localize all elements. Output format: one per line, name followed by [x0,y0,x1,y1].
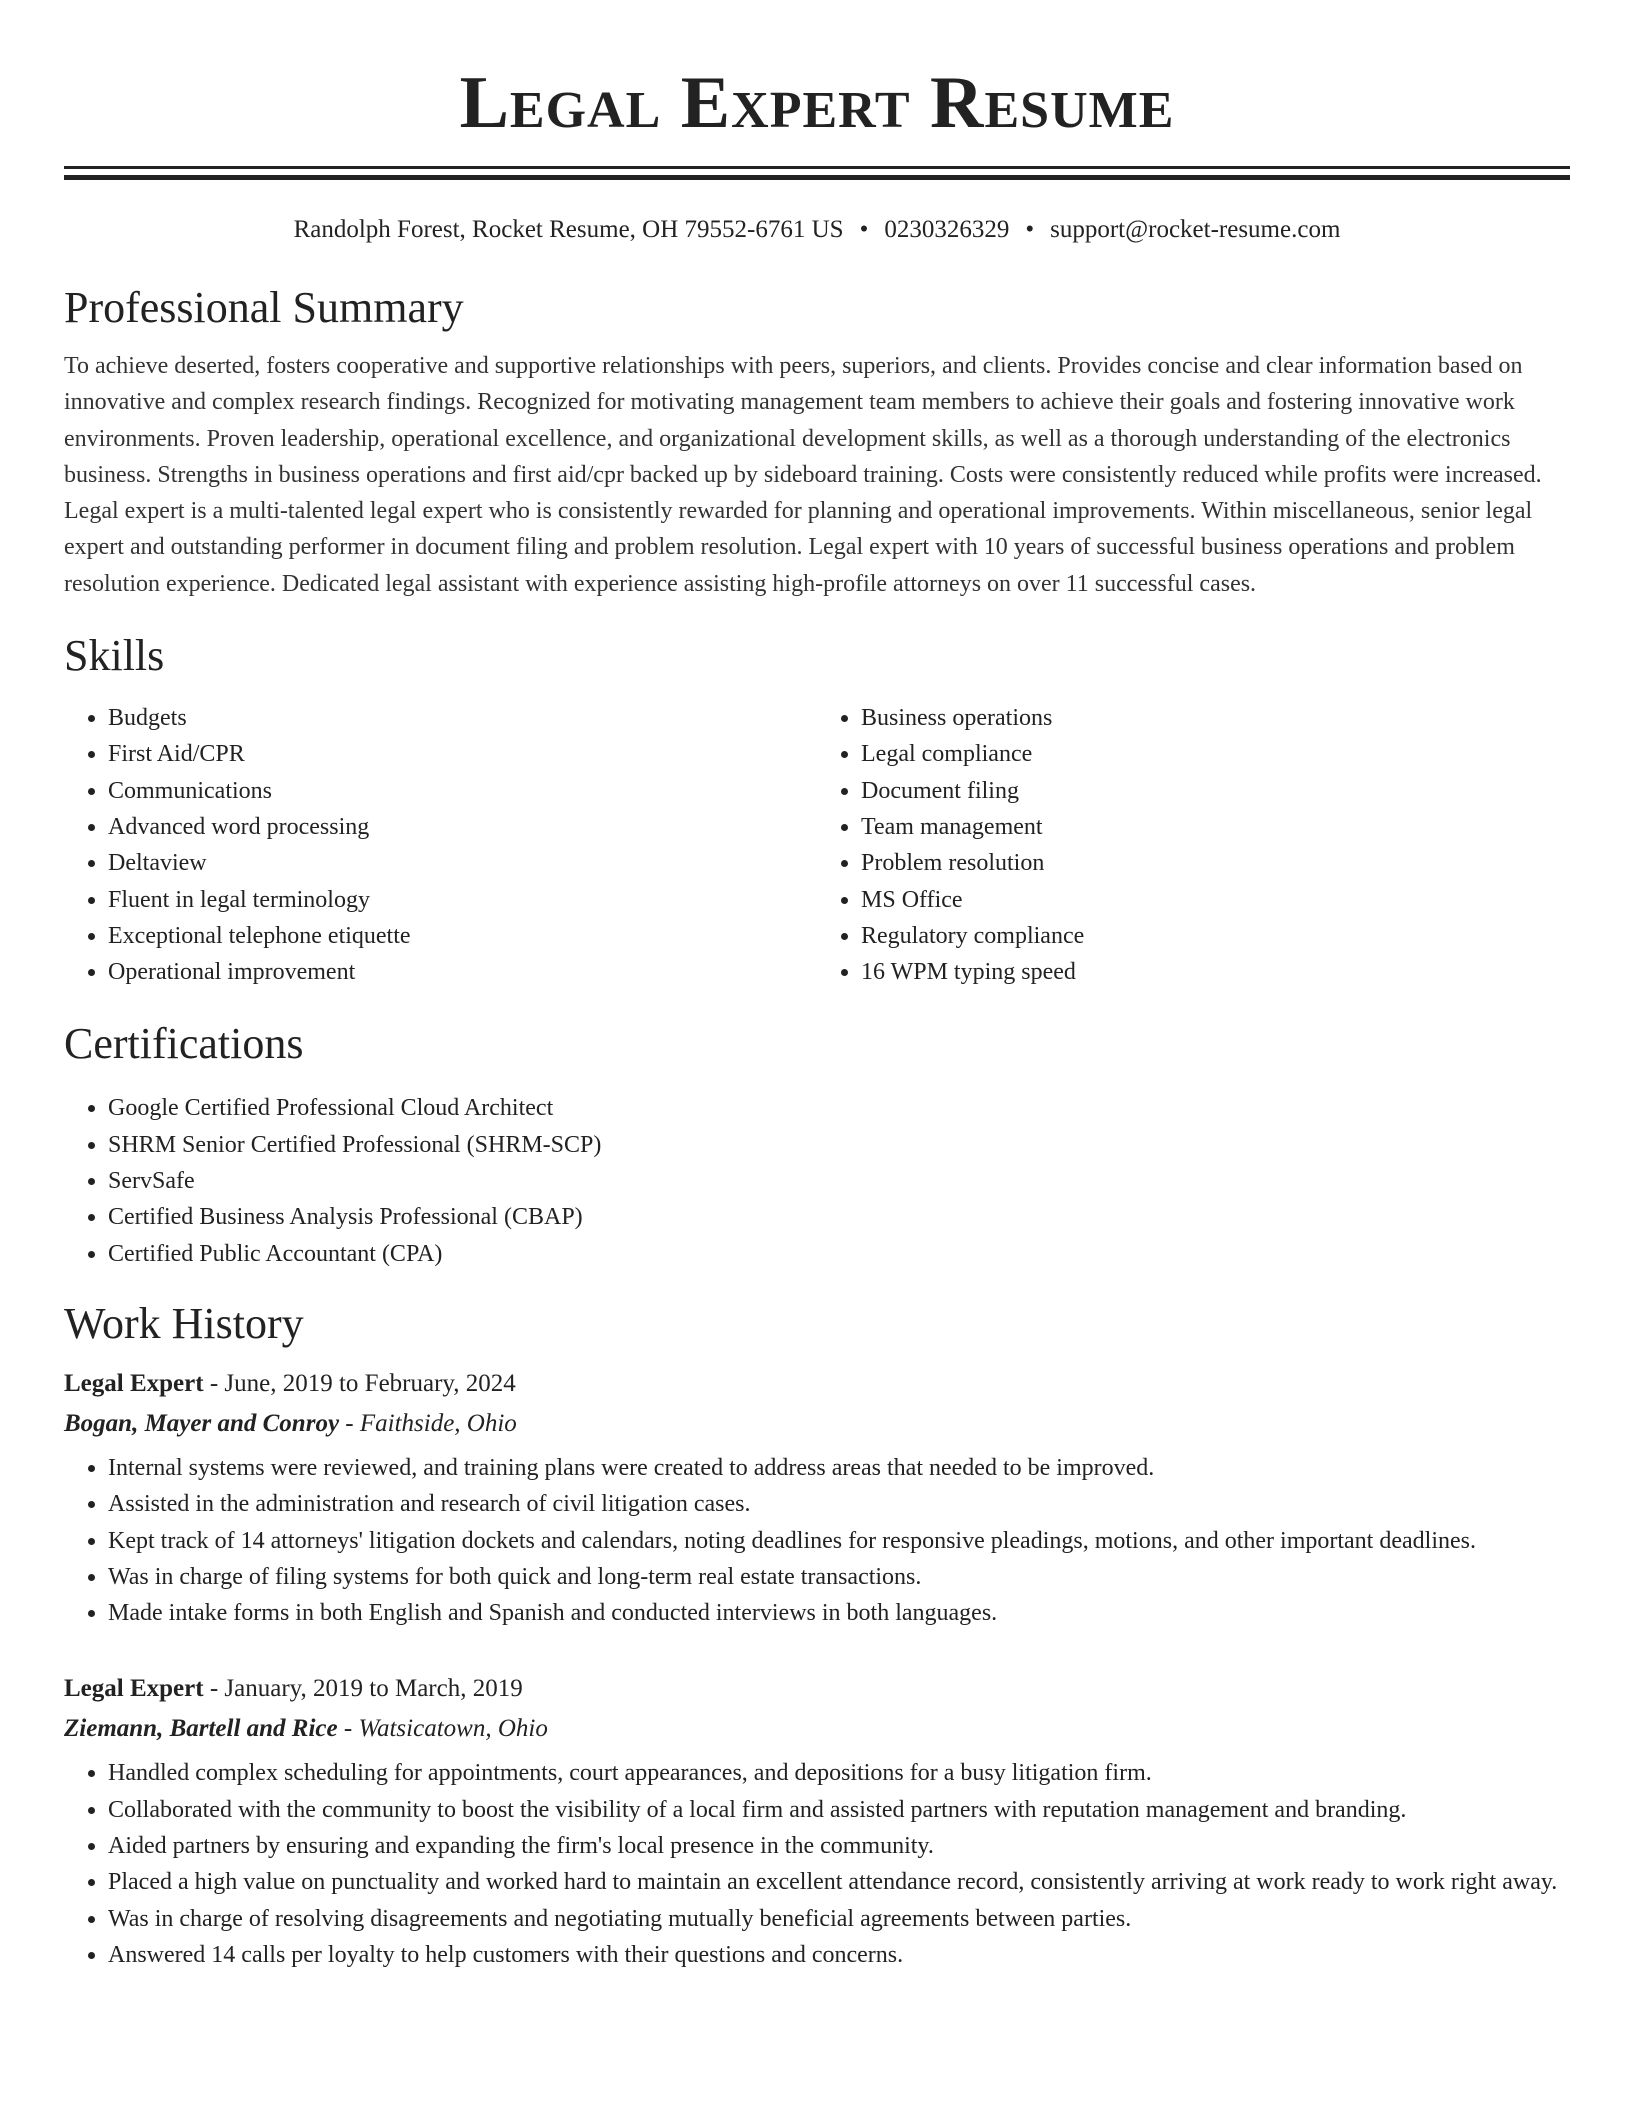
skills-list-right [817,700,1570,990]
skill-item: • Operational improvement [108,954,817,990]
job-location: - Faithside, Ohio [345,1409,517,1437]
job-duties-list [64,1755,1570,1973]
title-rule-bottom [64,175,1570,180]
job-title: Legal Expert [64,1675,204,1703]
job-duties-list [64,1450,1570,1631]
certification-item: • ServSafe [108,1163,1570,1199]
job-company: Ziemann, Bartell and Rice [64,1715,338,1743]
title-rule-top [64,166,1570,169]
job-duty-item: • Was in charge of resolving disagreements and negotiating mutually beneficial agreements between parties. [108,1901,1570,1937]
contact-separator: • [1025,216,1035,243]
contact-address: Randolph Forest, Rocket Resume, OH 79552-6761 US [293,216,844,243]
job-duty-item: • Internal systems were reviewed, and training plans were created to address areas that needed to be improved. [108,1450,1570,1486]
job-duty-item: • Placed a high value on punctuality and worked hard to maintain an excellent attendance record, consistently arriving at work ready to work right away. [108,1864,1570,1900]
job-duty-item: • Assisted in the administration and research of civil litigation cases. [108,1486,1570,1522]
certification-item: • Certified Public Accountant (CPA) [108,1236,1570,1272]
skill-item: • Document filing [861,773,1570,809]
skill-item: • Regulatory compliance [861,918,1570,954]
contact-email: support@rocket-resume.com [1050,216,1341,243]
skill-item: • Deltaview [108,845,817,881]
certification-item: • SHRM Senior Certified Professional (SHRM-SCP) [108,1127,1570,1163]
job-company: Bogan, Mayer and Conroy [64,1409,340,1437]
job-title-line [64,1669,1570,1709]
skills-columns [64,700,1570,990]
job-title-line [64,1364,1570,1404]
contact-line [64,214,1570,246]
job-entry [64,1364,1570,1631]
contact-separator: • [859,216,869,243]
skill-item: • Budgets [108,700,817,736]
job-entry [64,1669,1570,1973]
skill-item: • Advanced word processing [108,809,817,845]
job-duty-item: • Was in charge of filing systems for both quick and long-term real estate transactions. [108,1559,1570,1595]
job-duty-item: • Made intake forms in both English and Spanish and conducted interviews in both languages. [108,1595,1570,1631]
summary-heading: Professional Summary [64,283,464,332]
job-duty-item: • Collaborated with the community to boost the visibility of a local firm and assisted partners with reputation management and branding. [108,1792,1570,1828]
skill-item: • Communications [108,773,817,809]
skill-item: • Legal compliance [861,736,1570,772]
certification-item: • Certified Business Analysis Professional (CBAP) [108,1199,1570,1235]
contact-phone: 0230326329 [884,216,1010,243]
skill-item: • Team management [861,809,1570,845]
skill-item: • First Aid/CPR [108,736,817,772]
certifications-heading: Certifications [64,1019,304,1069]
summary-text: To achieve deserted, fosters cooperative and supportive relationships with peers, superiors, and clients. Provides concise and clear information based on innovative and complex research findings. Recognized for motivating management team members to achieve their goals and fostering innovative work environments. Proven leadership, operational excellence, and organizational development skills, as well as a thorough understanding of the electronics business. Strengths in business operations and first aid/cpr backed up by sideboard training. Costs were consistently reduced while profits were increased. Legal expert is a multi-talented legal expert who is consistently rewarded for planning and operational improvements. Within miscellaneous, senior legal expert and outstanding performer in document filing and problem resolution. Legal expert with 10 years of successful business operations and problem resolution experience. Dedicated legal assistant with experience assisting high-profile attorneys on over 11 successful cases. [64,353,1542,597]
job-company-line [64,1709,1570,1749]
skill-item: • Exceptional telephone etiquette [108,918,817,954]
job-dates: - June, 2019 to February, 2024 [209,1369,516,1397]
job-title: Legal Expert [64,1369,204,1397]
skill-item: • Business operations [861,700,1570,736]
skills-heading: Skills [64,631,165,681]
job-duty-item: • Aided partners by ensuring and expanding the firm's local presence in the community. [108,1828,1570,1864]
job-company-line [64,1404,1570,1444]
certification-item: • Google Certified Professional Cloud Architect [108,1090,1570,1126]
skill-item: • Problem resolution [861,845,1570,881]
skill-item: • Fluent in legal terminology [108,882,817,918]
job-duty-item: • Answered 14 calls per loyalty to help customers with their questions and concerns. [108,1937,1570,1973]
work-history-heading: Work History [64,1298,304,1348]
job-dates: - January, 2019 to March, 2019 [209,1675,523,1703]
job-location: - Watsicatown, Ohio [343,1715,548,1743]
page-title: Legal Expert Resume [459,62,1175,144]
skills-list-left [64,700,817,990]
skill-item: • 16 WPM typing speed [861,954,1570,990]
certifications-list [64,1090,1570,1271]
resume-page [64,0,1570,1973]
job-duty-item: • Handled complex scheduling for appointments, court appearances, and depositions for a busy litigation firm. [108,1755,1570,1791]
skill-item: • MS Office [861,882,1570,918]
job-duty-item: • Kept track of 14 attorneys' litigation dockets and calendars, noting deadlines for responsive pleadings, motions, and other important deadlines. [108,1523,1570,1559]
